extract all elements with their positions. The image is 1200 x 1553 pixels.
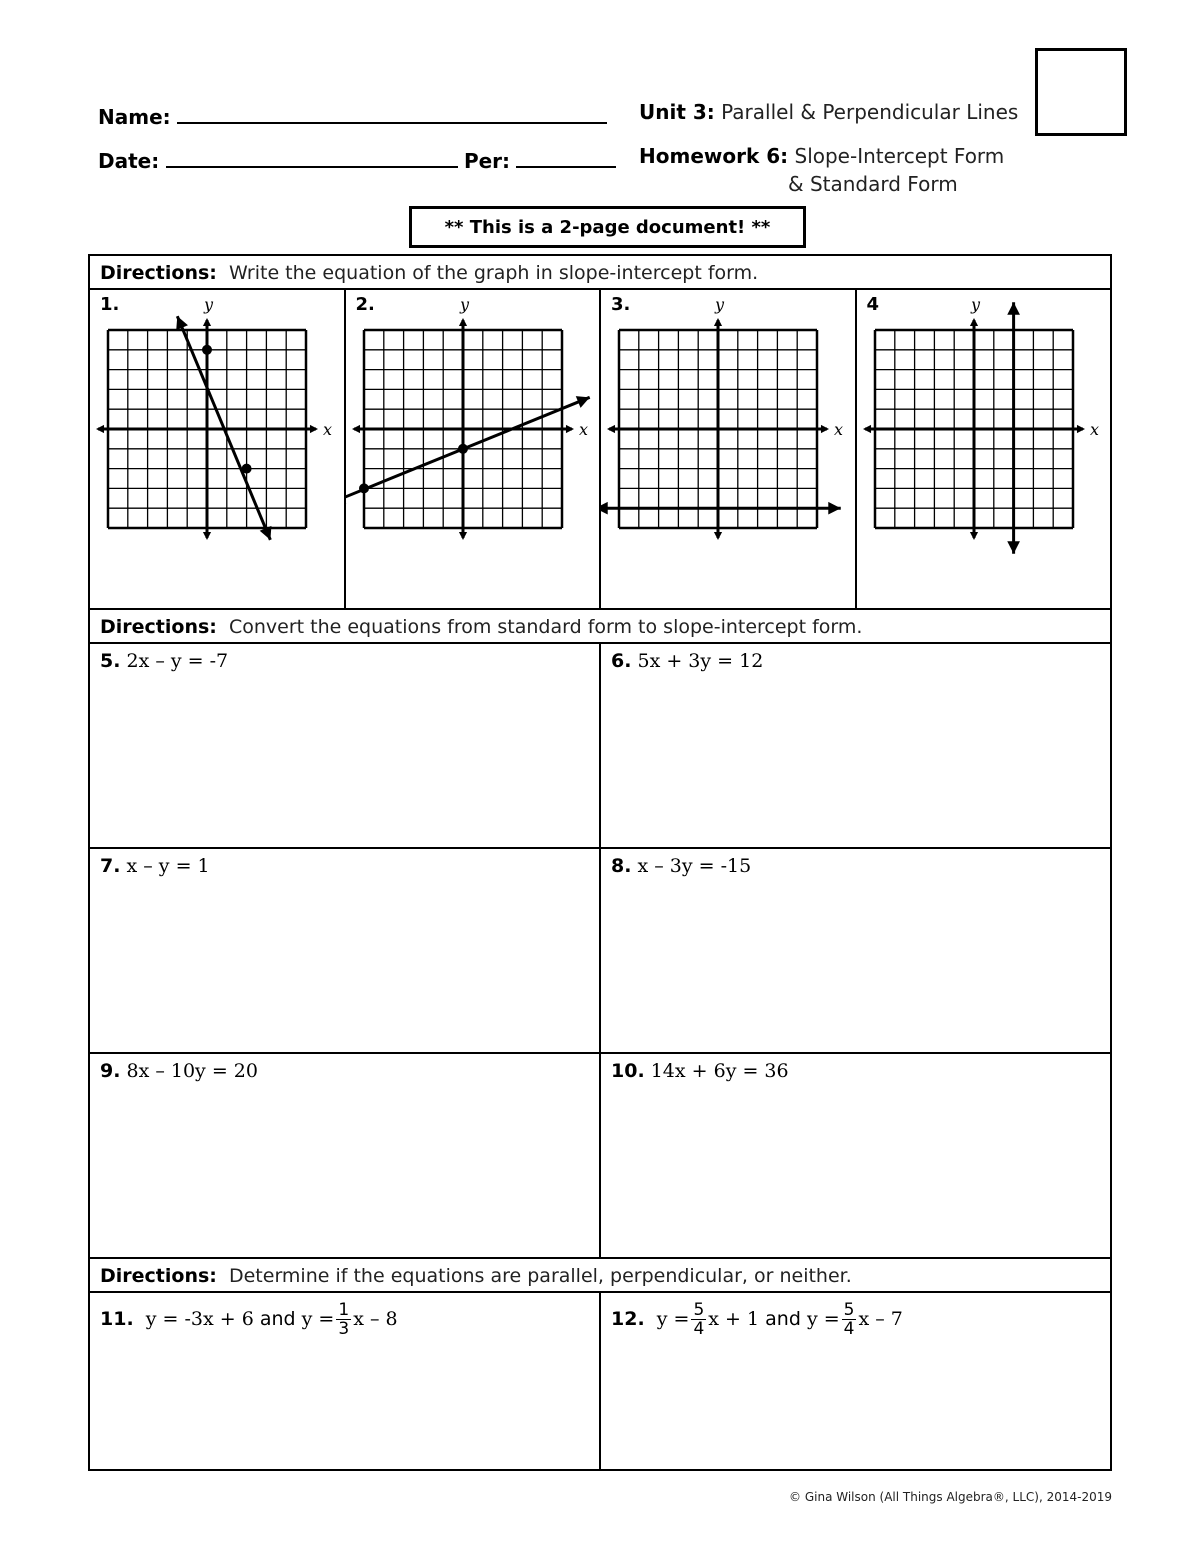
problem-10[interactable]	[600, 1053, 1111, 1258]
date-field[interactable]	[166, 144, 458, 168]
problem-number: 7.	[100, 855, 121, 877]
equation: x – 3y = -15	[637, 855, 752, 877]
x-axis-arrow	[1076, 425, 1084, 433]
equation-b-suffix: x – 7	[858, 1308, 903, 1330]
directions-text: Determine if the equations are parallel, perpendicular, or neither.	[228, 1265, 852, 1287]
and-word: and	[259, 1308, 296, 1330]
x-axis-arrow	[607, 425, 615, 433]
line-arrow	[828, 502, 840, 515]
x-axis-arrow	[565, 425, 573, 433]
graph-point	[242, 464, 252, 474]
directions-graph	[89, 255, 1111, 289]
y-axis-arrow	[458, 318, 466, 326]
y-axis-arrow	[203, 532, 211, 540]
graph-2	[346, 290, 600, 608]
equation-b-prefix: y =	[301, 1308, 335, 1330]
x-axis-arrow	[352, 425, 360, 433]
problem-number: 5.	[100, 650, 121, 672]
problem-number: 6.	[611, 650, 632, 672]
y-axis-arrow	[714, 532, 722, 540]
problem-5[interactable]	[89, 643, 600, 848]
homework-row	[639, 144, 1004, 168]
graph-3	[601, 290, 855, 608]
name-field[interactable]	[177, 100, 607, 124]
equation-b-prefix: y =	[806, 1308, 840, 1330]
problem-number: 1.	[100, 294, 120, 315]
x-axis-arrow	[96, 425, 104, 433]
fraction	[336, 1301, 351, 1338]
problem-6[interactable]	[600, 643, 1111, 848]
problem-8[interactable]	[600, 848, 1111, 1053]
problem-number: 3.	[611, 294, 631, 315]
and-word: and	[765, 1308, 801, 1330]
numerator: 5	[843, 1300, 855, 1320]
fraction	[842, 1301, 857, 1338]
denominator: 4	[843, 1319, 855, 1339]
denominator: 3	[338, 1319, 350, 1339]
line-arrow	[1007, 541, 1020, 553]
problem-7[interactable]	[89, 848, 600, 1053]
problem-number: 11.	[100, 1308, 134, 1330]
problem-number: 10.	[611, 1060, 645, 1082]
unit-label: Unit 3:	[639, 100, 715, 124]
x-axis-arrow	[310, 425, 318, 433]
problem-number: 4	[866, 294, 880, 315]
y-axis-arrow	[714, 318, 722, 326]
numerator: 5	[693, 1300, 705, 1320]
fraction	[691, 1301, 706, 1338]
unit-title: Parallel & Perpendicular Lines	[721, 100, 1019, 124]
y-axis-arrow	[458, 532, 466, 540]
per-field[interactable]	[516, 144, 616, 168]
two-page-notice: ** This is a 2-page document! **	[409, 206, 806, 248]
equation: x – y = 1	[126, 855, 210, 877]
per-label: Per:	[463, 149, 511, 173]
problem-12[interactable]	[600, 1292, 1111, 1470]
graph-point	[202, 345, 212, 355]
y-axis-label: y	[204, 295, 214, 314]
graph-4	[857, 290, 1111, 608]
numerator: 1	[338, 1300, 350, 1320]
graph-problem-2	[345, 289, 601, 609]
x-axis-label: x	[323, 420, 333, 439]
homework-title-line2: & Standard Form	[788, 172, 958, 196]
equation: 8x – 10y = 20	[126, 1060, 258, 1082]
graph-problem-1	[89, 289, 345, 609]
denominator: 4	[693, 1319, 705, 1339]
problem-9[interactable]	[89, 1053, 600, 1258]
directions-text: Write the equation of the graph in slope-intercept form.	[228, 262, 759, 284]
directions-parallel	[89, 1258, 1111, 1292]
unit-row	[639, 100, 1018, 124]
homework-title-line1: Slope-Intercept Form	[794, 144, 1005, 168]
homework-label: Homework 6:	[639, 144, 789, 168]
equation-b-suffix: x – 8	[353, 1308, 398, 1330]
y-axis-label: y	[715, 295, 725, 314]
problem-number: 8.	[611, 855, 632, 877]
equation-a-prefix: y =	[656, 1308, 690, 1330]
y-axis-label: y	[970, 295, 980, 314]
directions-convert	[89, 609, 1111, 643]
y-axis-arrow	[969, 532, 977, 540]
copyright: © Gina Wilson (All Things Algebra®, LLC), 2014-2019	[789, 1490, 1112, 1504]
graph-problem-4	[856, 289, 1112, 609]
x-axis-label: x	[834, 420, 844, 439]
equation: 2x – y = -7	[126, 650, 229, 672]
graph-point	[359, 483, 369, 493]
equation-a: y = -3x + 6	[145, 1308, 254, 1330]
x-axis-arrow	[821, 425, 829, 433]
worksheet-table	[88, 254, 1112, 1471]
date-row	[98, 144, 616, 173]
x-axis-label: x	[578, 420, 588, 439]
directions-text: Convert the equations from standard form to slope-intercept form.	[228, 616, 863, 638]
x-axis-label: x	[1089, 420, 1099, 439]
directions-label: Directions:	[100, 262, 217, 284]
problem-number: 9.	[100, 1060, 121, 1082]
graph-point	[458, 444, 468, 454]
graph-1	[90, 290, 344, 608]
name-label: Name:	[98, 105, 171, 129]
directions-label: Directions:	[100, 1265, 217, 1287]
name-row	[98, 100, 607, 129]
score-box[interactable]	[1035, 48, 1127, 136]
equation: 14x + 6y = 36	[650, 1060, 789, 1082]
y-axis-arrow	[969, 318, 977, 326]
problem-11[interactable]	[89, 1292, 600, 1470]
directions-label: Directions:	[100, 616, 217, 638]
line-arrow	[601, 502, 608, 515]
equation: 5x + 3y = 12	[637, 650, 764, 672]
x-axis-arrow	[863, 425, 871, 433]
y-axis-arrow	[203, 318, 211, 326]
problem-number: 12.	[611, 1308, 645, 1330]
problem-number: 2.	[355, 294, 375, 315]
graph-problem-3	[600, 289, 856, 609]
line-arrow	[1007, 302, 1020, 314]
equation-a-suffix: x + 1	[708, 1308, 760, 1330]
y-axis-label: y	[459, 295, 469, 314]
date-label: Date:	[98, 149, 160, 173]
